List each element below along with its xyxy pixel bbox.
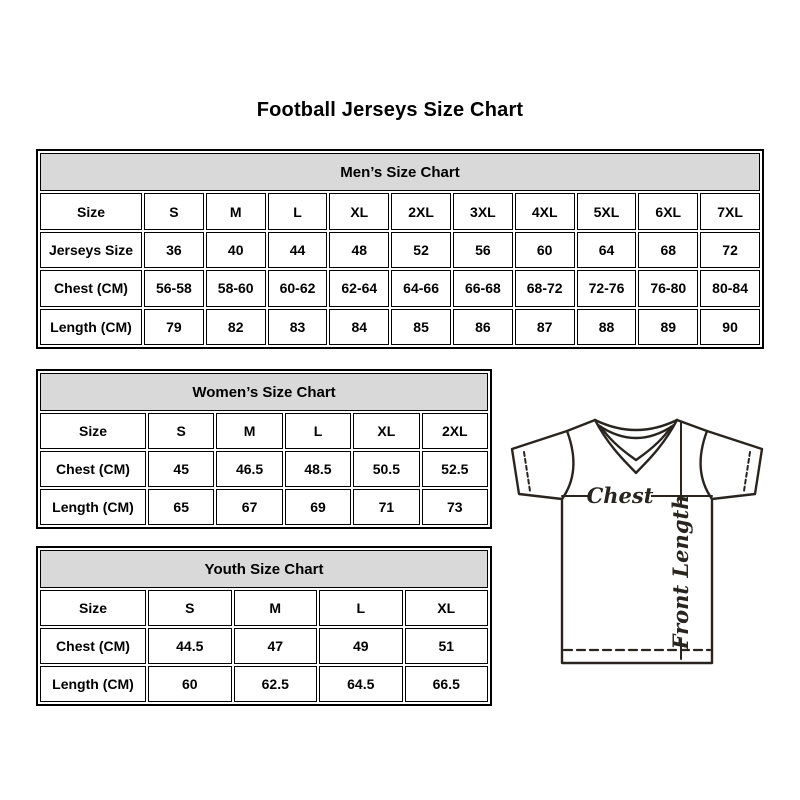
data-cell: 89 (638, 309, 698, 345)
row-label: Length (CM) (40, 309, 142, 345)
data-cell: 67 (216, 489, 282, 525)
header-cell: XL (353, 413, 419, 449)
header-cell: XL (405, 590, 489, 626)
data-cell: 88 (577, 309, 637, 345)
data-cell: 64.5 (319, 666, 403, 702)
row-label: Jerseys Size (40, 232, 142, 268)
mens-table-title: Men’s Size Chart (40, 153, 760, 191)
womens-table-title: Women’s Size Chart (40, 373, 488, 411)
table-row (40, 309, 760, 345)
data-cell: 64 (577, 232, 637, 268)
womens-size-table (36, 369, 492, 529)
header-cell: S (148, 590, 232, 626)
data-cell: 76-80 (638, 270, 698, 306)
data-cell: 44.5 (148, 628, 232, 664)
header-cell: 4XL (515, 193, 575, 229)
header-cell: S (148, 413, 214, 449)
left-armhole-seam (562, 431, 573, 499)
table-row (40, 451, 488, 487)
data-cell: 73 (422, 489, 488, 525)
data-cell: 85 (391, 309, 451, 345)
data-cell: 56-58 (144, 270, 204, 306)
table-title-row (40, 550, 488, 588)
chest-dimension-label: Chest (586, 483, 654, 508)
row-label: Length (CM) (40, 666, 146, 702)
table-row (40, 666, 488, 702)
page-title: Football Jerseys Size Chart (256, 99, 524, 121)
table-header-row (40, 413, 488, 449)
right-armhole-seam (701, 431, 712, 499)
header-cell: Size (40, 413, 146, 449)
header-cell: 6XL (638, 193, 698, 229)
data-cell: 71 (353, 489, 419, 525)
collar-back-arc-outer (595, 420, 677, 430)
data-cell: 84 (329, 309, 389, 345)
header-cell: 3XL (453, 193, 513, 229)
header-cell: 5XL (577, 193, 637, 229)
header-cell: Size (40, 193, 142, 229)
data-cell: 52 (391, 232, 451, 268)
header-cell: M (206, 193, 266, 229)
data-cell: 47 (234, 628, 318, 664)
data-cell: 90 (700, 309, 760, 345)
data-cell: 87 (515, 309, 575, 345)
table-row (40, 270, 760, 306)
data-cell: 66-68 (453, 270, 513, 306)
jersey-sketch (512, 420, 762, 663)
data-cell: 82 (206, 309, 266, 345)
data-cell: 51 (405, 628, 489, 664)
data-cell: 60-62 (268, 270, 328, 306)
data-cell: 62.5 (234, 666, 318, 702)
data-cell: 68-72 (515, 270, 575, 306)
data-cell: 60 (148, 666, 232, 702)
data-cell: 46.5 (216, 451, 282, 487)
data-cell: 52.5 (422, 451, 488, 487)
header-cell: XL (329, 193, 389, 229)
table-row (40, 489, 488, 525)
youth-table-title: Youth Size Chart (40, 550, 488, 588)
table-title-row (40, 373, 488, 411)
data-cell: 72-76 (577, 270, 637, 306)
left-cuff-stitch (524, 452, 530, 491)
header-cell: 7XL (700, 193, 760, 229)
header-cell: M (216, 413, 282, 449)
data-cell: 36 (144, 232, 204, 268)
data-cell: 79 (144, 309, 204, 345)
youth-size-table (36, 546, 492, 706)
jersey-outline (512, 420, 762, 663)
header-cell: L (285, 413, 351, 449)
header-cell: 2XL (422, 413, 488, 449)
row-label: Chest (CM) (40, 270, 142, 306)
data-cell: 58-60 (206, 270, 266, 306)
data-cell: 60 (515, 232, 575, 268)
data-cell: 50.5 (353, 451, 419, 487)
table-header-row (40, 193, 760, 229)
row-label: Chest (CM) (40, 628, 146, 664)
data-cell: 56 (453, 232, 513, 268)
data-cell: 40 (206, 232, 266, 268)
header-cell: Size (40, 590, 146, 626)
header-cell: L (319, 590, 403, 626)
table-title-row (40, 153, 760, 191)
data-cell: 48.5 (285, 451, 351, 487)
data-cell: 45 (148, 451, 214, 487)
table-row (40, 628, 488, 664)
data-cell: 72 (700, 232, 760, 268)
data-cell: 86 (453, 309, 513, 345)
data-cell: 66.5 (405, 666, 489, 702)
data-cell: 44 (268, 232, 328, 268)
data-cell: 62-64 (329, 270, 389, 306)
data-cell: 69 (285, 489, 351, 525)
data-cell: 48 (329, 232, 389, 268)
row-label: Chest (CM) (40, 451, 146, 487)
mens-size-table (36, 149, 764, 349)
data-cell: 64-66 (391, 270, 451, 306)
collar-v-outer (595, 420, 677, 473)
data-cell: 49 (319, 628, 403, 664)
data-cell: 68 (638, 232, 698, 268)
table-row (40, 232, 760, 268)
data-cell: 65 (148, 489, 214, 525)
header-cell: 2XL (391, 193, 451, 229)
header-cell: S (144, 193, 204, 229)
data-cell: 83 (268, 309, 328, 345)
header-cell: L (268, 193, 328, 229)
row-label: Length (CM) (40, 489, 146, 525)
front-length-dimension-label: Front Length (668, 494, 693, 650)
table-header-row (40, 590, 488, 626)
jersey-diagram (505, 403, 770, 688)
right-cuff-stitch (744, 452, 750, 491)
data-cell: 80-84 (700, 270, 760, 306)
header-cell: M (234, 590, 318, 626)
